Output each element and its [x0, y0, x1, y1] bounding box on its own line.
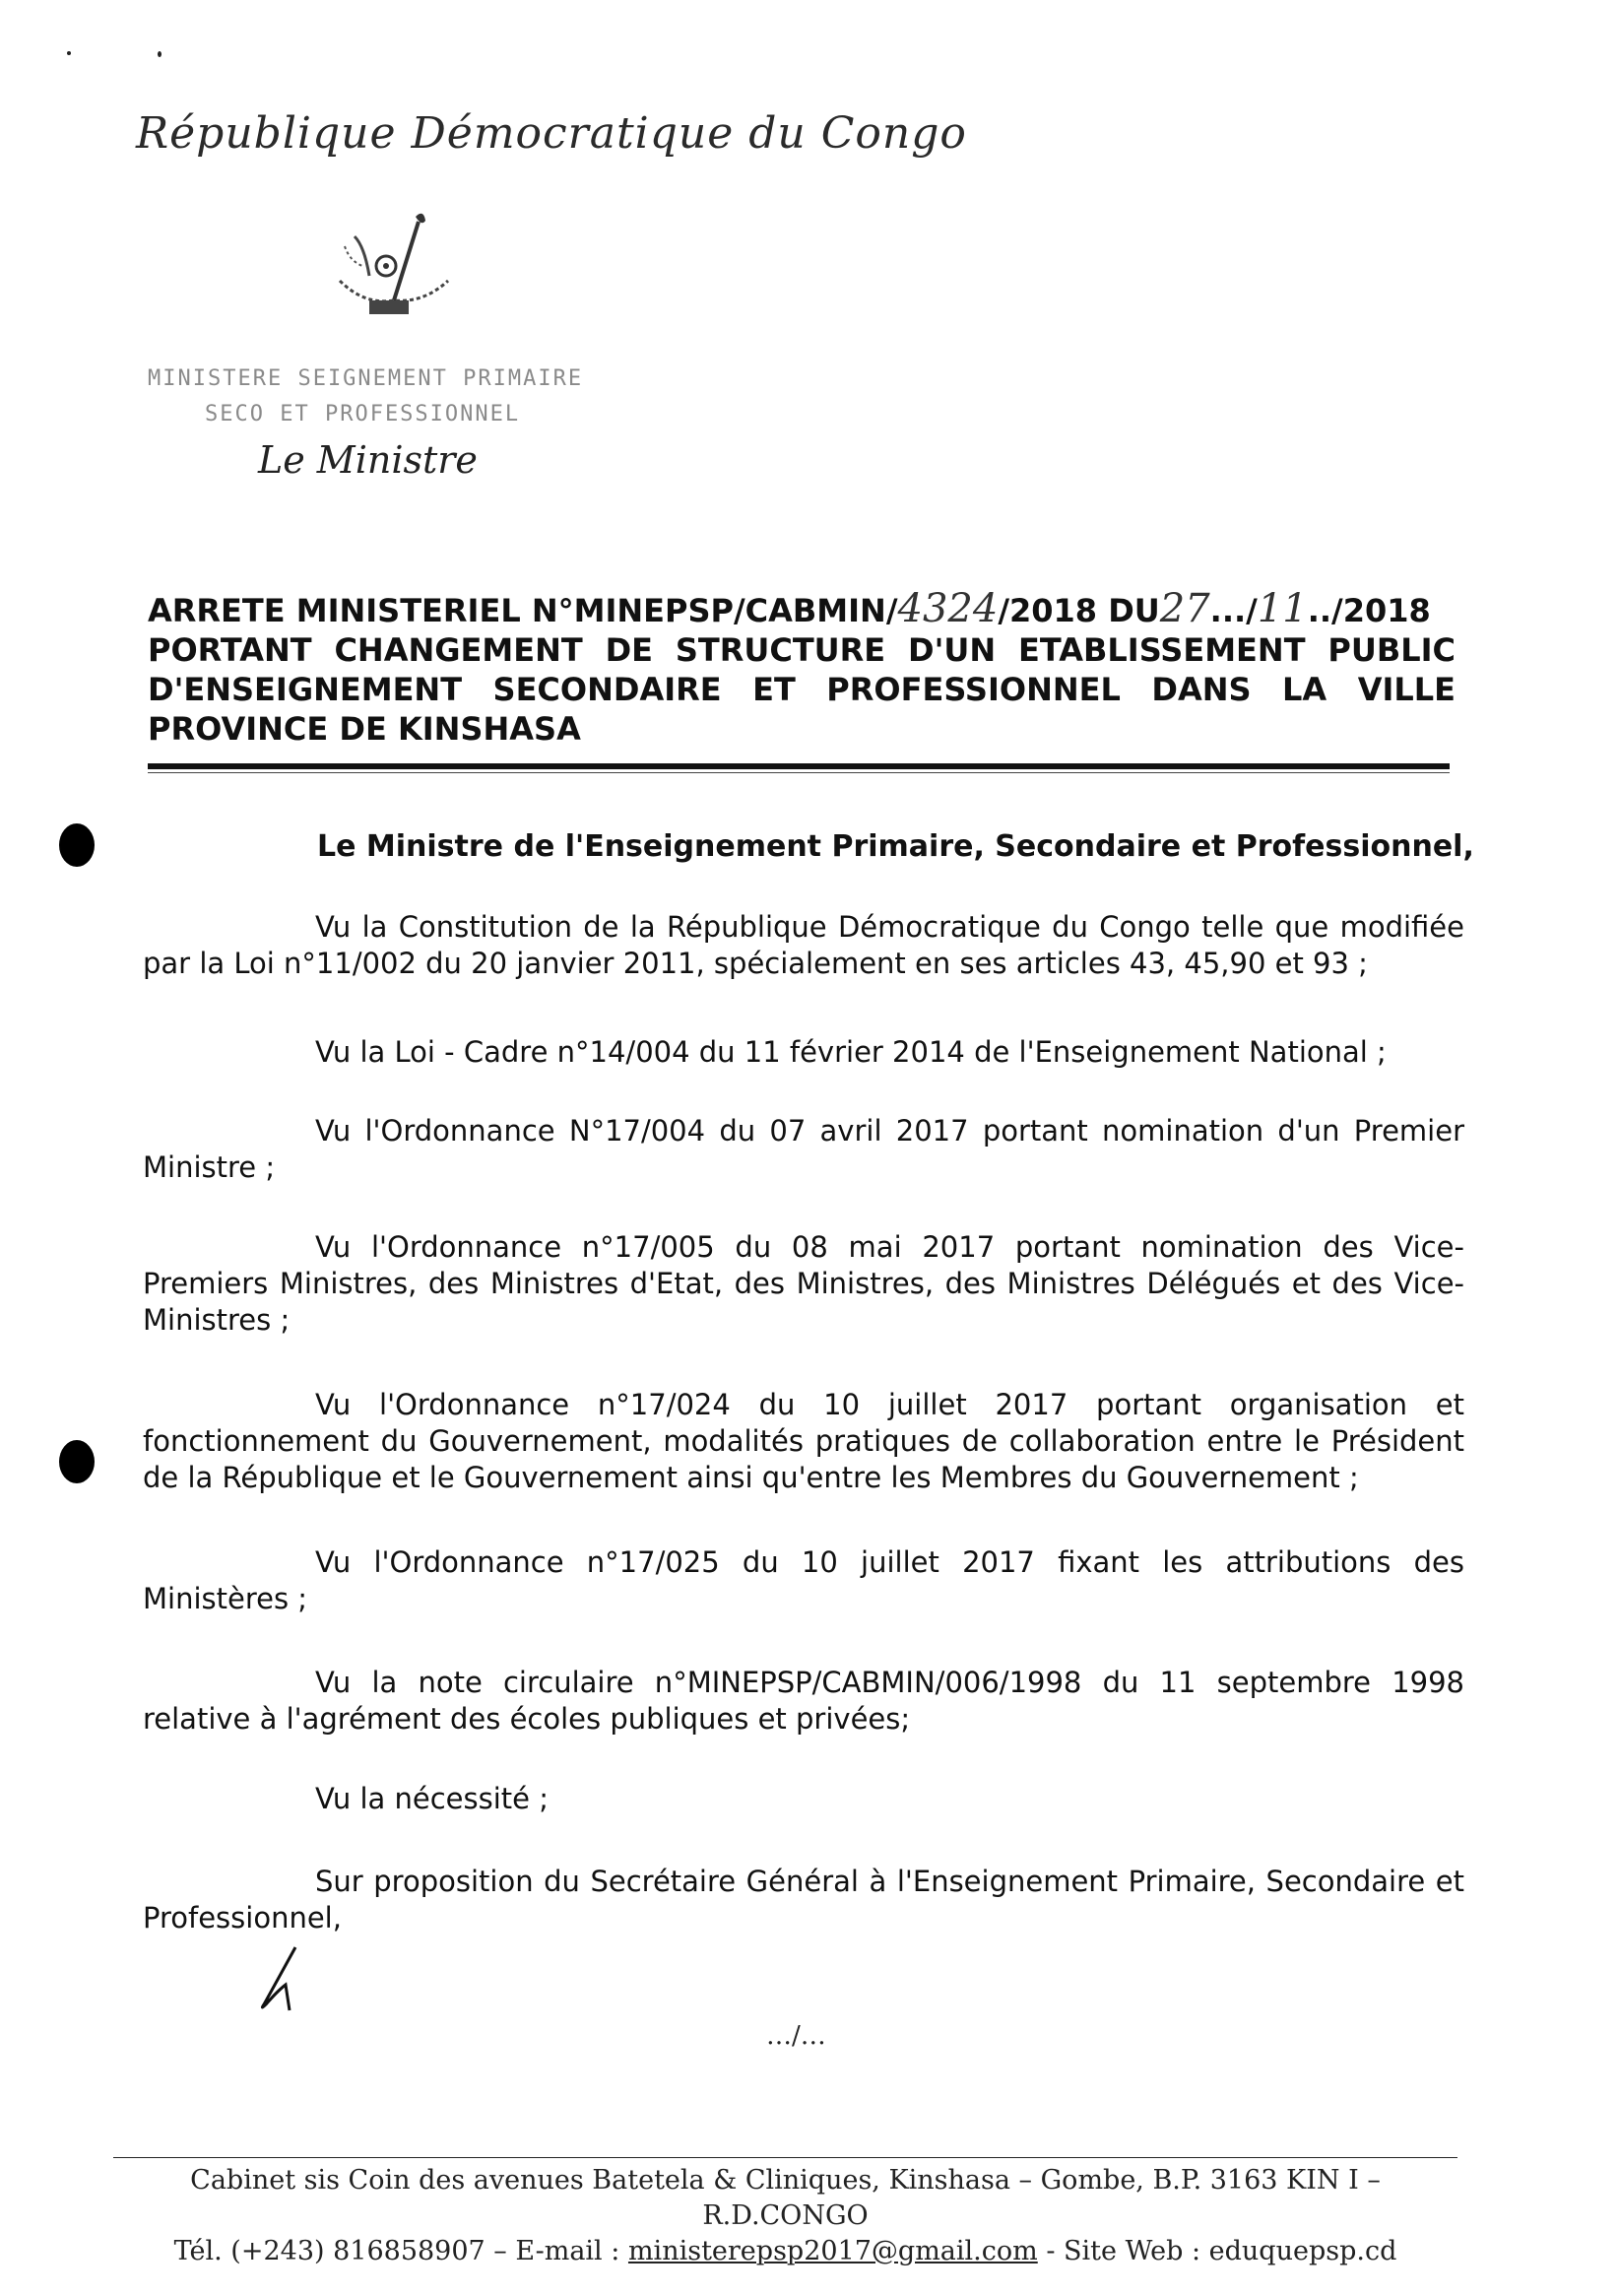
- paragraph-line: Vu la note circulaire n°MINEPSP/CABMIN/006/1998 du 11 septembre 1998: [315, 1666, 1464, 1699]
- footer-web: - Site Web : eduquepsp.cd: [1037, 2236, 1397, 2266]
- paragraph-necessite: [143, 1781, 1464, 1817]
- paragraph-ordonnance-17-024: [143, 1387, 1464, 1496]
- paragraph-line: de la République et le Gouvernement ainsi qu'entre les Membres du Gouvernement ;: [143, 1461, 1359, 1494]
- paragraph-line: Sur proposition du Secrétaire Général à l'Enseignement Primaire, Secondaire et: [315, 1865, 1464, 1898]
- arrete-day-handwritten: 27: [1159, 586, 1210, 631]
- paragraph-line: Vu la Constitution de la République Démocratique du Congo telle que modifiée: [315, 910, 1464, 944]
- footer-contact: [113, 2234, 1457, 2269]
- paragraph-line: par la Loi n°11/002 du 20 janvier 2011, spécialement en ses articles 43, 45,90 et 93 ;: [143, 947, 1368, 980]
- paragraph-line: Vu la nécessité ;: [315, 1782, 549, 1815]
- arrete-title-line-4: PROVINCE DE KINSHASA: [148, 710, 581, 748]
- republic-header: République Démocratique du Congo: [136, 108, 967, 159]
- handwritten-initial: [256, 1945, 315, 2014]
- arrete-sep-1: ...: [1209, 592, 1247, 629]
- ministry-line-2: SECO ET PROFESSIONNEL: [205, 402, 521, 426]
- paragraph-line: Vu l'Ordonnance n°17/005 du 08 mai 2017 portant nomination des Vice-: [315, 1230, 1464, 1264]
- footer: [113, 2163, 1457, 2269]
- arrete-prefix: ARRETE MINISTERIEL N°MINEPSP/CABMIN/: [148, 592, 898, 629]
- arrete-title-line-3: D'ENSEIGNEMENT SECONDAIRE ET PROFESSIONNEL DANS LA VILLE: [148, 671, 1456, 708]
- paragraph-line: fonctionnement du Gouvernement, modalités pratiques de collaboration entre le Président: [143, 1424, 1464, 1458]
- paragraph-line: Ministères ;: [143, 1582, 308, 1615]
- minister-title: Le Ministre: [258, 438, 478, 482]
- paragraph-line: relative à l'agrément des écoles publiques et privées;: [143, 1702, 911, 1736]
- title-rule-thin: [148, 772, 1450, 773]
- title-rule: [148, 763, 1450, 769]
- paragraph-loi-cadre: [143, 1034, 1464, 1071]
- arrete-sep-2: ../2018: [1307, 592, 1431, 629]
- scan-speck: [158, 51, 162, 57]
- arrete-number-handwritten: 4324: [897, 586, 999, 631]
- paragraph-ordonnance-17-005: [143, 1229, 1464, 1339]
- paragraph-line: Ministre ;: [143, 1150, 276, 1184]
- footer-email: ministerepsp2017@gmail.com: [627, 2236, 1038, 2266]
- punch-hole-mark: [59, 1440, 95, 1483]
- arrete-number-line: ARRETE MINISTERIEL N°MINEPSP/CABMIN/4324/2018 DU27.../11../2018: [148, 586, 1431, 631]
- arrete-title: [148, 586, 1456, 749]
- paragraph-line: Vu l'Ordonnance n°17/024 du 10 juillet 2017 portant organisation et: [315, 1388, 1464, 1421]
- paragraph-constitution: [143, 909, 1464, 982]
- ministry-line-1: MINISTERE SEIGNEMENT PRIMAIRE: [148, 366, 584, 391]
- footer-tel: Tél. (+243) 816858907 – E-mail :: [173, 2236, 628, 2266]
- footer-rule: [113, 2157, 1457, 2158]
- paragraph-line: Vu l'Ordonnance n°17/025 du 10 juillet 2017 fixant les attributions des: [315, 1545, 1464, 1579]
- scan-speck: [67, 51, 71, 55]
- paragraph-line: Professionnel,: [143, 1901, 342, 1935]
- paragraph-proposition: [143, 1864, 1464, 1936]
- paragraph-line: Premiers Ministres, des Ministres d'Etat, des Ministres, des Ministres Délégués et des Vice-: [143, 1267, 1464, 1300]
- arrete-title-line-2: PORTANT CHANGEMENT DE STRUCTURE D'UN ETABLISSEMENT PUBLIC: [148, 631, 1456, 669]
- paragraph-line: Vu l'Ordonnance N°17/004 du 07 avril 2017 portant nomination d'un Premier: [315, 1114, 1464, 1148]
- paragraph-note-circulaire: [143, 1665, 1464, 1738]
- paragraph-ordonnance-17-004: [143, 1113, 1464, 1186]
- punch-hole-mark: [59, 823, 95, 867]
- arrete-year-du: /2018 DU: [998, 592, 1160, 629]
- arrete-month-handwritten: 11: [1257, 586, 1308, 631]
- intro-heading: Le Ministre de l'Enseignement Primaire, Secondaire et Professionnel,: [317, 829, 1474, 864]
- paragraph-line: Ministres ;: [143, 1303, 291, 1337]
- footer-address: Cabinet sis Coin des avenues Batetela & Cliniques, Kinshasa – Gombe, B.P. 3163 KIN I – R.D.CONGO: [190, 2165, 1381, 2231]
- coat-of-arms-emblem: [325, 207, 463, 325]
- paragraph-line: Vu la Loi - Cadre n°14/004 du 11 février 2014 de l'Enseignement National ;: [315, 1035, 1387, 1069]
- paragraph-ordonnance-17-025: [143, 1544, 1464, 1617]
- page-continuation: …/…: [766, 2021, 826, 2051]
